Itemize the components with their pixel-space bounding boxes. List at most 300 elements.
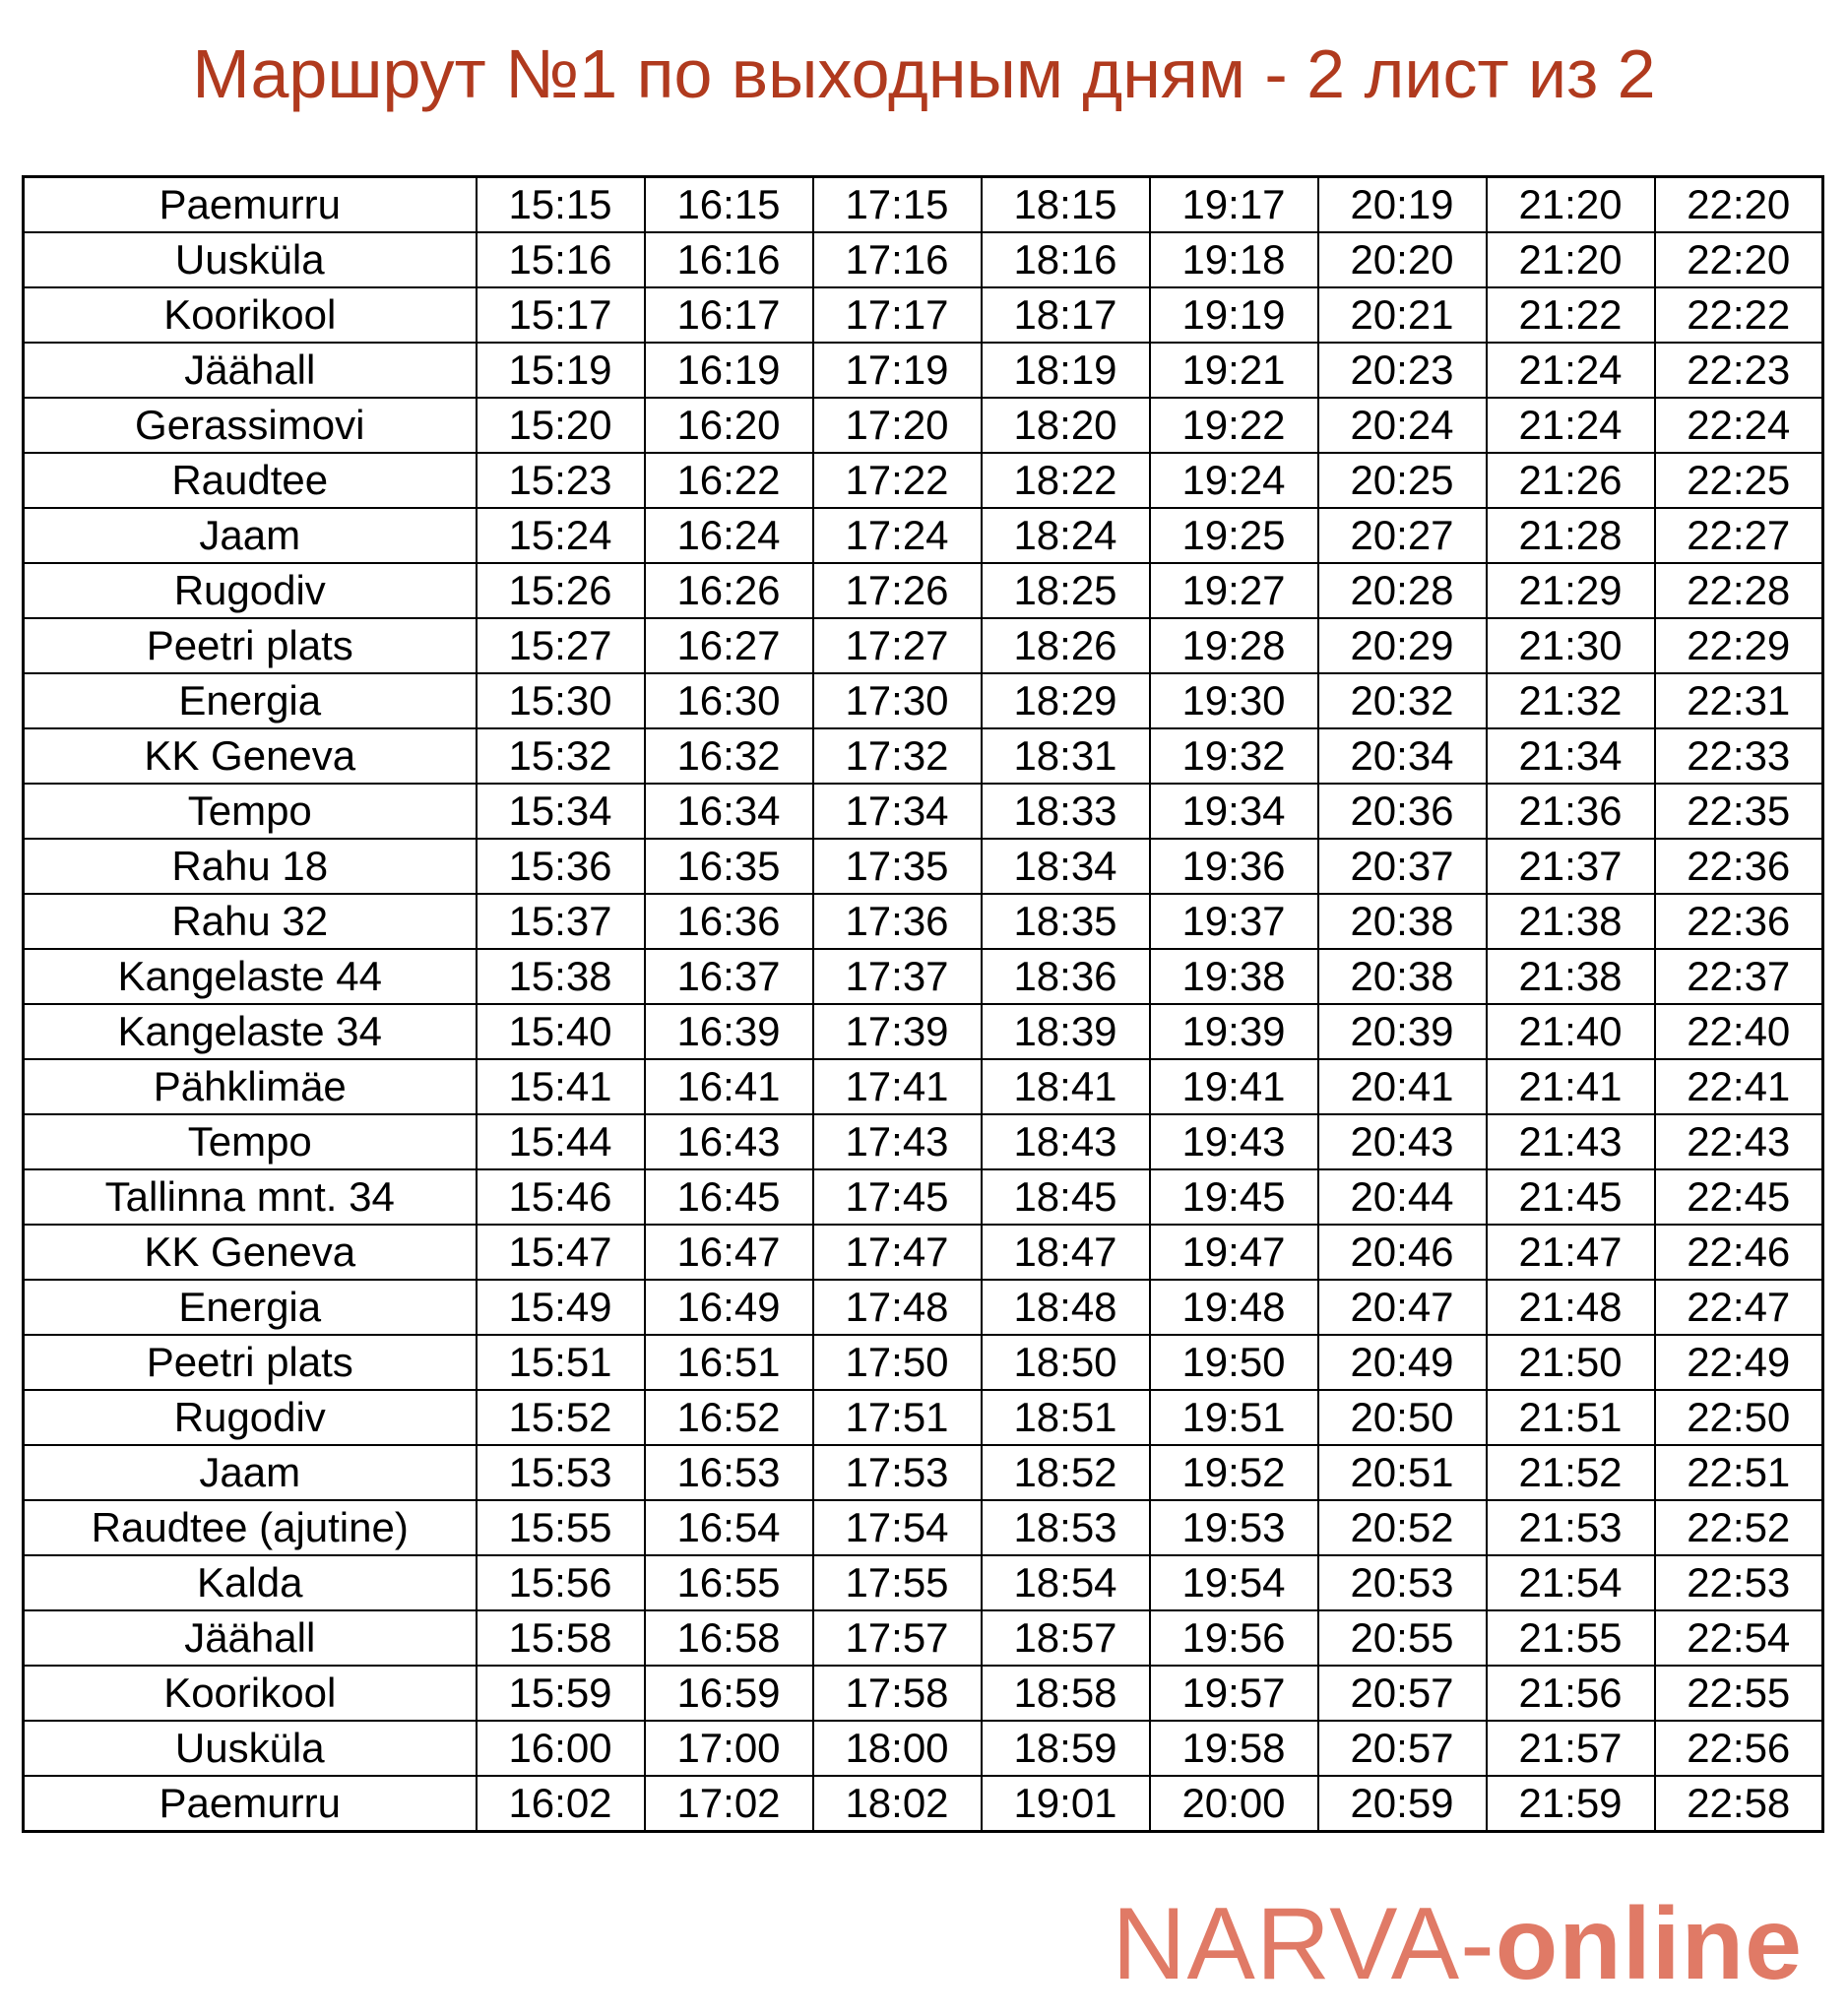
departure-time-cell: 17:20: [813, 398, 982, 453]
departure-time-cell: 19:37: [1150, 894, 1318, 949]
departure-time-cell: 20:39: [1318, 1004, 1487, 1059]
departure-time-cell: 17:55: [813, 1555, 982, 1610]
table-row: [24, 563, 1823, 618]
departure-time-cell: 18:47: [982, 1225, 1150, 1280]
table-row: [24, 1004, 1823, 1059]
departure-time-cell: 15:20: [477, 398, 645, 453]
page-title: Маршрут №1 по выходным дням - 2 лист из 2: [192, 35, 1656, 112]
stop-name-cell: Koorikool: [24, 1666, 477, 1721]
departure-time-cell: 21:55: [1487, 1610, 1655, 1666]
departure-time-cell: 15:36: [477, 839, 645, 894]
departure-time-cell: 16:15: [645, 177, 813, 233]
departure-time-cell: 15:26: [477, 563, 645, 618]
departure-time-cell: 17:27: [813, 618, 982, 673]
stop-name-cell: Tempo: [24, 1114, 477, 1169]
departure-time-cell: 20:37: [1318, 839, 1487, 894]
departure-time-cell: 20:46: [1318, 1225, 1487, 1280]
departure-time-cell: 18:17: [982, 287, 1150, 343]
departure-time-cell: 20:00: [1150, 1776, 1318, 1832]
departure-time-cell: 20:50: [1318, 1390, 1487, 1445]
departure-time-cell: 17:16: [813, 232, 982, 287]
table-row: [24, 398, 1823, 453]
departure-time-cell: 19:17: [1150, 177, 1318, 233]
departure-time-cell: 17:39: [813, 1004, 982, 1059]
departure-time-cell: 16:51: [645, 1335, 813, 1390]
departure-time-cell: 21:32: [1487, 673, 1655, 728]
stop-name-cell: Kangelaste 34: [24, 1004, 477, 1059]
departure-time-cell: 19:57: [1150, 1666, 1318, 1721]
departure-time-cell: 16:59: [645, 1666, 813, 1721]
stop-name-cell: Raudtee (ajutine): [24, 1500, 477, 1555]
departure-time-cell: 17:17: [813, 287, 982, 343]
departure-time-cell: 21:54: [1487, 1555, 1655, 1610]
departure-time-cell: 19:58: [1150, 1721, 1318, 1776]
departure-time-cell: 20:25: [1318, 453, 1487, 508]
departure-time-cell: 22:37: [1655, 949, 1823, 1004]
departure-time-cell: 22:46: [1655, 1225, 1823, 1280]
departure-time-cell: 20:29: [1318, 618, 1487, 673]
schedule-body: [24, 177, 1823, 1832]
departure-time-cell: 22:28: [1655, 563, 1823, 618]
departure-time-cell: 19:50: [1150, 1335, 1318, 1390]
departure-time-cell: 19:53: [1150, 1500, 1318, 1555]
departure-time-cell: 18:25: [982, 563, 1150, 618]
departure-time-cell: 22:33: [1655, 728, 1823, 784]
departure-time-cell: 22:52: [1655, 1500, 1823, 1555]
departure-time-cell: 20:41: [1318, 1059, 1487, 1114]
table-row: [24, 177, 1823, 233]
departure-time-cell: 19:01: [982, 1776, 1150, 1832]
departure-time-cell: 20:59: [1318, 1776, 1487, 1832]
stop-name-cell: Energia: [24, 673, 477, 728]
departure-time-cell: 16:00: [477, 1721, 645, 1776]
departure-time-cell: 16:22: [645, 453, 813, 508]
table-row: [24, 343, 1823, 398]
stop-name-cell: KK Geneva: [24, 1225, 477, 1280]
stop-name-cell: Gerassimovi: [24, 398, 477, 453]
departure-time-cell: 15:59: [477, 1666, 645, 1721]
departure-time-cell: 19:38: [1150, 949, 1318, 1004]
departure-time-cell: 16:55: [645, 1555, 813, 1610]
departure-time-cell: 17:30: [813, 673, 982, 728]
departure-time-cell: 15:32: [477, 728, 645, 784]
departure-time-cell: 20:43: [1318, 1114, 1487, 1169]
departure-time-cell: 17:26: [813, 563, 982, 618]
departure-time-cell: 15:46: [477, 1169, 645, 1225]
departure-time-cell: 18:00: [813, 1721, 982, 1776]
departure-time-cell: 20:19: [1318, 177, 1487, 233]
departure-time-cell: 15:53: [477, 1445, 645, 1500]
departure-time-cell: 21:38: [1487, 894, 1655, 949]
departure-time-cell: 15:34: [477, 784, 645, 839]
departure-time-cell: 17:02: [645, 1776, 813, 1832]
departure-time-cell: 18:26: [982, 618, 1150, 673]
stop-name-cell: Paemurru: [24, 177, 477, 233]
departure-time-cell: 16:47: [645, 1225, 813, 1280]
departure-time-cell: 15:17: [477, 287, 645, 343]
departure-time-cell: 21:43: [1487, 1114, 1655, 1169]
departure-time-cell: 21:37: [1487, 839, 1655, 894]
departure-time-cell: 21:41: [1487, 1059, 1655, 1114]
departure-time-cell: 16:30: [645, 673, 813, 728]
departure-time-cell: 16:19: [645, 343, 813, 398]
departure-time-cell: 19:43: [1150, 1114, 1318, 1169]
table-row: [24, 453, 1823, 508]
departure-time-cell: 21:30: [1487, 618, 1655, 673]
departure-time-cell: 22:31: [1655, 673, 1823, 728]
stop-name-cell: Kangelaste 44: [24, 949, 477, 1004]
departure-time-cell: 16:16: [645, 232, 813, 287]
stop-name-cell: Uusküla: [24, 232, 477, 287]
departure-time-cell: 21:53: [1487, 1500, 1655, 1555]
table-row: [24, 1169, 1823, 1225]
departure-time-cell: 17:45: [813, 1169, 982, 1225]
departure-time-cell: 18:57: [982, 1610, 1150, 1666]
departure-time-cell: 18:29: [982, 673, 1150, 728]
departure-time-cell: 18:43: [982, 1114, 1150, 1169]
departure-time-cell: 18:02: [813, 1776, 982, 1832]
departure-time-cell: 18:24: [982, 508, 1150, 563]
table-row: [24, 1445, 1823, 1500]
stop-name-cell: Pähklimäe: [24, 1059, 477, 1114]
departure-time-cell: 22:29: [1655, 618, 1823, 673]
table-row: [24, 1555, 1823, 1610]
departure-time-cell: 21:22: [1487, 287, 1655, 343]
departure-time-cell: 16:37: [645, 949, 813, 1004]
departure-time-cell: 17:58: [813, 1666, 982, 1721]
departure-time-cell: 21:57: [1487, 1721, 1655, 1776]
stop-name-cell: KK Geneva: [24, 728, 477, 784]
departure-time-cell: 22:55: [1655, 1666, 1823, 1721]
departure-time-cell: 22:54: [1655, 1610, 1823, 1666]
table-row: [24, 728, 1823, 784]
departure-time-cell: 21:34: [1487, 728, 1655, 784]
departure-time-cell: 16:24: [645, 508, 813, 563]
departure-time-cell: 17:36: [813, 894, 982, 949]
table-row: [24, 1280, 1823, 1335]
table-row: [24, 1114, 1823, 1169]
departure-time-cell: 18:53: [982, 1500, 1150, 1555]
departure-time-cell: 21:20: [1487, 232, 1655, 287]
departure-time-cell: 18:51: [982, 1390, 1150, 1445]
departure-time-cell: 22:43: [1655, 1114, 1823, 1169]
departure-time-cell: 22:51: [1655, 1445, 1823, 1500]
schedule-table: [22, 175, 1824, 1833]
departure-time-cell: 18:48: [982, 1280, 1150, 1335]
departure-time-cell: 17:34: [813, 784, 982, 839]
departure-time-cell: 19:28: [1150, 618, 1318, 673]
departure-time-cell: 15:40: [477, 1004, 645, 1059]
departure-time-cell: 15:52: [477, 1390, 645, 1445]
table-row: [24, 673, 1823, 728]
departure-time-cell: 22:41: [1655, 1059, 1823, 1114]
departure-time-cell: 20:34: [1318, 728, 1487, 784]
departure-time-cell: 22:20: [1655, 177, 1823, 233]
departure-time-cell: 16:53: [645, 1445, 813, 1500]
departure-time-cell: 19:39: [1150, 1004, 1318, 1059]
departure-time-cell: 22:20: [1655, 232, 1823, 287]
departure-time-cell: 15:55: [477, 1500, 645, 1555]
departure-time-cell: 19:19: [1150, 287, 1318, 343]
departure-time-cell: 18:22: [982, 453, 1150, 508]
departure-time-cell: 19:51: [1150, 1390, 1318, 1445]
logo-text-narva: NARVA-: [1112, 1887, 1496, 2001]
departure-time-cell: 17:19: [813, 343, 982, 398]
stop-name-cell: Rugodiv: [24, 563, 477, 618]
table-row: [24, 232, 1823, 287]
stop-name-cell: Koorikool: [24, 287, 477, 343]
departure-time-cell: 21:45: [1487, 1169, 1655, 1225]
departure-time-cell: 16:49: [645, 1280, 813, 1335]
departure-time-cell: 21:40: [1487, 1004, 1655, 1059]
stop-name-cell: Kalda: [24, 1555, 477, 1610]
table-row: [24, 508, 1823, 563]
departure-time-cell: 20:21: [1318, 287, 1487, 343]
departure-time-cell: 21:52: [1487, 1445, 1655, 1500]
departure-time-cell: 17:41: [813, 1059, 982, 1114]
departure-time-cell: 17:47: [813, 1225, 982, 1280]
stop-name-cell: Peetri plats: [24, 1335, 477, 1390]
departure-time-cell: 17:00: [645, 1721, 813, 1776]
departure-time-cell: 15:58: [477, 1610, 645, 1666]
departure-time-cell: 18:58: [982, 1666, 1150, 1721]
departure-time-cell: 20:38: [1318, 949, 1487, 1004]
departure-time-cell: 19:52: [1150, 1445, 1318, 1500]
table-row: [24, 1776, 1823, 1832]
stop-name-cell: Jaam: [24, 508, 477, 563]
departure-time-cell: 18:16: [982, 232, 1150, 287]
departure-time-cell: 22:22: [1655, 287, 1823, 343]
stop-name-cell: Paemurru: [24, 1776, 477, 1832]
departure-time-cell: 15:37: [477, 894, 645, 949]
departure-time-cell: 17:32: [813, 728, 982, 784]
departure-time-cell: 21:26: [1487, 453, 1655, 508]
logo-text-online: online: [1495, 1887, 1803, 2001]
departure-time-cell: 19:45: [1150, 1169, 1318, 1225]
departure-time-cell: 21:36: [1487, 784, 1655, 839]
stop-name-cell: Peetri plats: [24, 618, 477, 673]
departure-time-cell: 15:30: [477, 673, 645, 728]
departure-time-cell: 20:53: [1318, 1555, 1487, 1610]
departure-time-cell: 21:51: [1487, 1390, 1655, 1445]
departure-time-cell: 19:24: [1150, 453, 1318, 508]
stop-name-cell: Energia: [24, 1280, 477, 1335]
departure-time-cell: 18:36: [982, 949, 1150, 1004]
departure-time-cell: 21:38: [1487, 949, 1655, 1004]
departure-time-cell: 22:56: [1655, 1721, 1823, 1776]
departure-time-cell: 18:15: [982, 177, 1150, 233]
departure-time-cell: 16:32: [645, 728, 813, 784]
departure-time-cell: 22:53: [1655, 1555, 1823, 1610]
departure-time-cell: 20:57: [1318, 1721, 1487, 1776]
stop-name-cell: Rahu 32: [24, 894, 477, 949]
table-row: [24, 784, 1823, 839]
departure-time-cell: 16:02: [477, 1776, 645, 1832]
departure-time-cell: 17:35: [813, 839, 982, 894]
departure-time-cell: 18:54: [982, 1555, 1150, 1610]
stop-name-cell: Rahu 18: [24, 839, 477, 894]
departure-time-cell: 22:45: [1655, 1169, 1823, 1225]
departure-time-cell: 19:34: [1150, 784, 1318, 839]
departure-time-cell: 22:36: [1655, 839, 1823, 894]
departure-time-cell: 15:16: [477, 232, 645, 287]
departure-time-cell: 19:54: [1150, 1555, 1318, 1610]
departure-time-cell: 22:27: [1655, 508, 1823, 563]
departure-time-cell: 20:20: [1318, 232, 1487, 287]
departure-time-cell: 19:27: [1150, 563, 1318, 618]
departure-time-cell: 18:34: [982, 839, 1150, 894]
stop-name-cell: Raudtee: [24, 453, 477, 508]
departure-time-cell: 22:36: [1655, 894, 1823, 949]
departure-time-cell: 22:23: [1655, 343, 1823, 398]
stop-name-cell: Jäähall: [24, 343, 477, 398]
departure-time-cell: 20:24: [1318, 398, 1487, 453]
departure-time-cell: 19:25: [1150, 508, 1318, 563]
stop-name-cell: Jäähall: [24, 1610, 477, 1666]
departure-time-cell: 17:51: [813, 1390, 982, 1445]
departure-time-cell: 18:35: [982, 894, 1150, 949]
departure-time-cell: 16:20: [645, 398, 813, 453]
departure-time-cell: 22:49: [1655, 1335, 1823, 1390]
departure-time-cell: 19:48: [1150, 1280, 1318, 1335]
departure-time-cell: 16:41: [645, 1059, 813, 1114]
table-row: [24, 839, 1823, 894]
departure-time-cell: 17:53: [813, 1445, 982, 1500]
departure-time-cell: 19:32: [1150, 728, 1318, 784]
departure-time-cell: 16:35: [645, 839, 813, 894]
departure-time-cell: 22:24: [1655, 398, 1823, 453]
departure-time-cell: 17:37: [813, 949, 982, 1004]
table-row: [24, 618, 1823, 673]
departure-time-cell: 16:27: [645, 618, 813, 673]
stop-name-cell: Tempo: [24, 784, 477, 839]
departure-time-cell: 18:33: [982, 784, 1150, 839]
departure-time-cell: 15:27: [477, 618, 645, 673]
departure-time-cell: 18:41: [982, 1059, 1150, 1114]
departure-time-cell: 20:47: [1318, 1280, 1487, 1335]
departure-time-cell: 20:36: [1318, 784, 1487, 839]
departure-time-cell: 17:43: [813, 1114, 982, 1169]
departure-time-cell: 21:29: [1487, 563, 1655, 618]
departure-time-cell: 17:50: [813, 1335, 982, 1390]
table-row: [24, 894, 1823, 949]
departure-time-cell: 18:50: [982, 1335, 1150, 1390]
departure-time-cell: 22:35: [1655, 784, 1823, 839]
departure-time-cell: 15:47: [477, 1225, 645, 1280]
departure-time-cell: 21:48: [1487, 1280, 1655, 1335]
departure-time-cell: 16:36: [645, 894, 813, 949]
stop-name-cell: Jaam: [24, 1445, 477, 1500]
departure-time-cell: 18:52: [982, 1445, 1150, 1500]
departure-time-cell: 21:47: [1487, 1225, 1655, 1280]
departure-time-cell: 18:45: [982, 1169, 1150, 1225]
departure-time-cell: 16:52: [645, 1390, 813, 1445]
table-row: [24, 1059, 1823, 1114]
departure-time-cell: 20:38: [1318, 894, 1487, 949]
departure-time-cell: 20:27: [1318, 508, 1487, 563]
departure-time-cell: 22:50: [1655, 1390, 1823, 1445]
table-row: [24, 949, 1823, 1004]
departure-time-cell: 15:19: [477, 343, 645, 398]
table-row: [24, 1390, 1823, 1445]
departure-time-cell: 15:38: [477, 949, 645, 1004]
departure-time-cell: 21:28: [1487, 508, 1655, 563]
departure-time-cell: 17:57: [813, 1610, 982, 1666]
departure-time-cell: 17:48: [813, 1280, 982, 1335]
departure-time-cell: 19:18: [1150, 232, 1318, 287]
departure-time-cell: 16:26: [645, 563, 813, 618]
table-row: [24, 1610, 1823, 1666]
departure-time-cell: 16:58: [645, 1610, 813, 1666]
table-row: [24, 1666, 1823, 1721]
departure-time-cell: 19:36: [1150, 839, 1318, 894]
departure-time-cell: 20:23: [1318, 343, 1487, 398]
departure-time-cell: 20:51: [1318, 1445, 1487, 1500]
departure-time-cell: 18:31: [982, 728, 1150, 784]
departure-time-cell: 21:59: [1487, 1776, 1655, 1832]
departure-time-cell: 18:59: [982, 1721, 1150, 1776]
departure-time-cell: 15:44: [477, 1114, 645, 1169]
departure-time-cell: 19:56: [1150, 1610, 1318, 1666]
departure-time-cell: 16:54: [645, 1500, 813, 1555]
departure-time-cell: 17:54: [813, 1500, 982, 1555]
departure-time-cell: 21:20: [1487, 177, 1655, 233]
departure-time-cell: 19:22: [1150, 398, 1318, 453]
departure-time-cell: 17:24: [813, 508, 982, 563]
departure-time-cell: 20:32: [1318, 673, 1487, 728]
departure-time-cell: 19:30: [1150, 673, 1318, 728]
departure-time-cell: 18:19: [982, 343, 1150, 398]
departure-time-cell: 16:45: [645, 1169, 813, 1225]
departure-time-cell: 18:20: [982, 398, 1150, 453]
departure-time-cell: 20:49: [1318, 1335, 1487, 1390]
departure-time-cell: 20:55: [1318, 1610, 1487, 1666]
departure-time-cell: 15:51: [477, 1335, 645, 1390]
departure-time-cell: 20:52: [1318, 1500, 1487, 1555]
departure-time-cell: 16:39: [645, 1004, 813, 1059]
departure-time-cell: 19:41: [1150, 1059, 1318, 1114]
departure-time-cell: 22:47: [1655, 1280, 1823, 1335]
departure-time-cell: 21:24: [1487, 343, 1655, 398]
departure-time-cell: 15:24: [477, 508, 645, 563]
departure-time-cell: 15:41: [477, 1059, 645, 1114]
departure-time-cell: 22:40: [1655, 1004, 1823, 1059]
narva-online-logo: [1112, 1887, 1803, 2001]
departure-time-cell: 16:34: [645, 784, 813, 839]
departure-time-cell: 22:58: [1655, 1776, 1823, 1832]
departure-time-cell: 17:22: [813, 453, 982, 508]
departure-time-cell: 15:23: [477, 453, 645, 508]
departure-time-cell: 22:25: [1655, 453, 1823, 508]
departure-time-cell: 15:49: [477, 1280, 645, 1335]
stop-name-cell: Uusküla: [24, 1721, 477, 1776]
departure-time-cell: 21:50: [1487, 1335, 1655, 1390]
departure-time-cell: 20:57: [1318, 1666, 1487, 1721]
departure-time-cell: 19:47: [1150, 1225, 1318, 1280]
departure-time-cell: 18:39: [982, 1004, 1150, 1059]
departure-time-cell: 20:44: [1318, 1169, 1487, 1225]
departure-time-cell: 15:56: [477, 1555, 645, 1610]
table-row: [24, 1225, 1823, 1280]
departure-time-cell: 15:15: [477, 177, 645, 233]
departure-time-cell: 21:56: [1487, 1666, 1655, 1721]
departure-time-cell: 16:17: [645, 287, 813, 343]
departure-time-cell: 16:43: [645, 1114, 813, 1169]
table-row: [24, 1335, 1823, 1390]
departure-time-cell: 19:21: [1150, 343, 1318, 398]
stop-name-cell: Rugodiv: [24, 1390, 477, 1445]
departure-time-cell: 17:15: [813, 177, 982, 233]
